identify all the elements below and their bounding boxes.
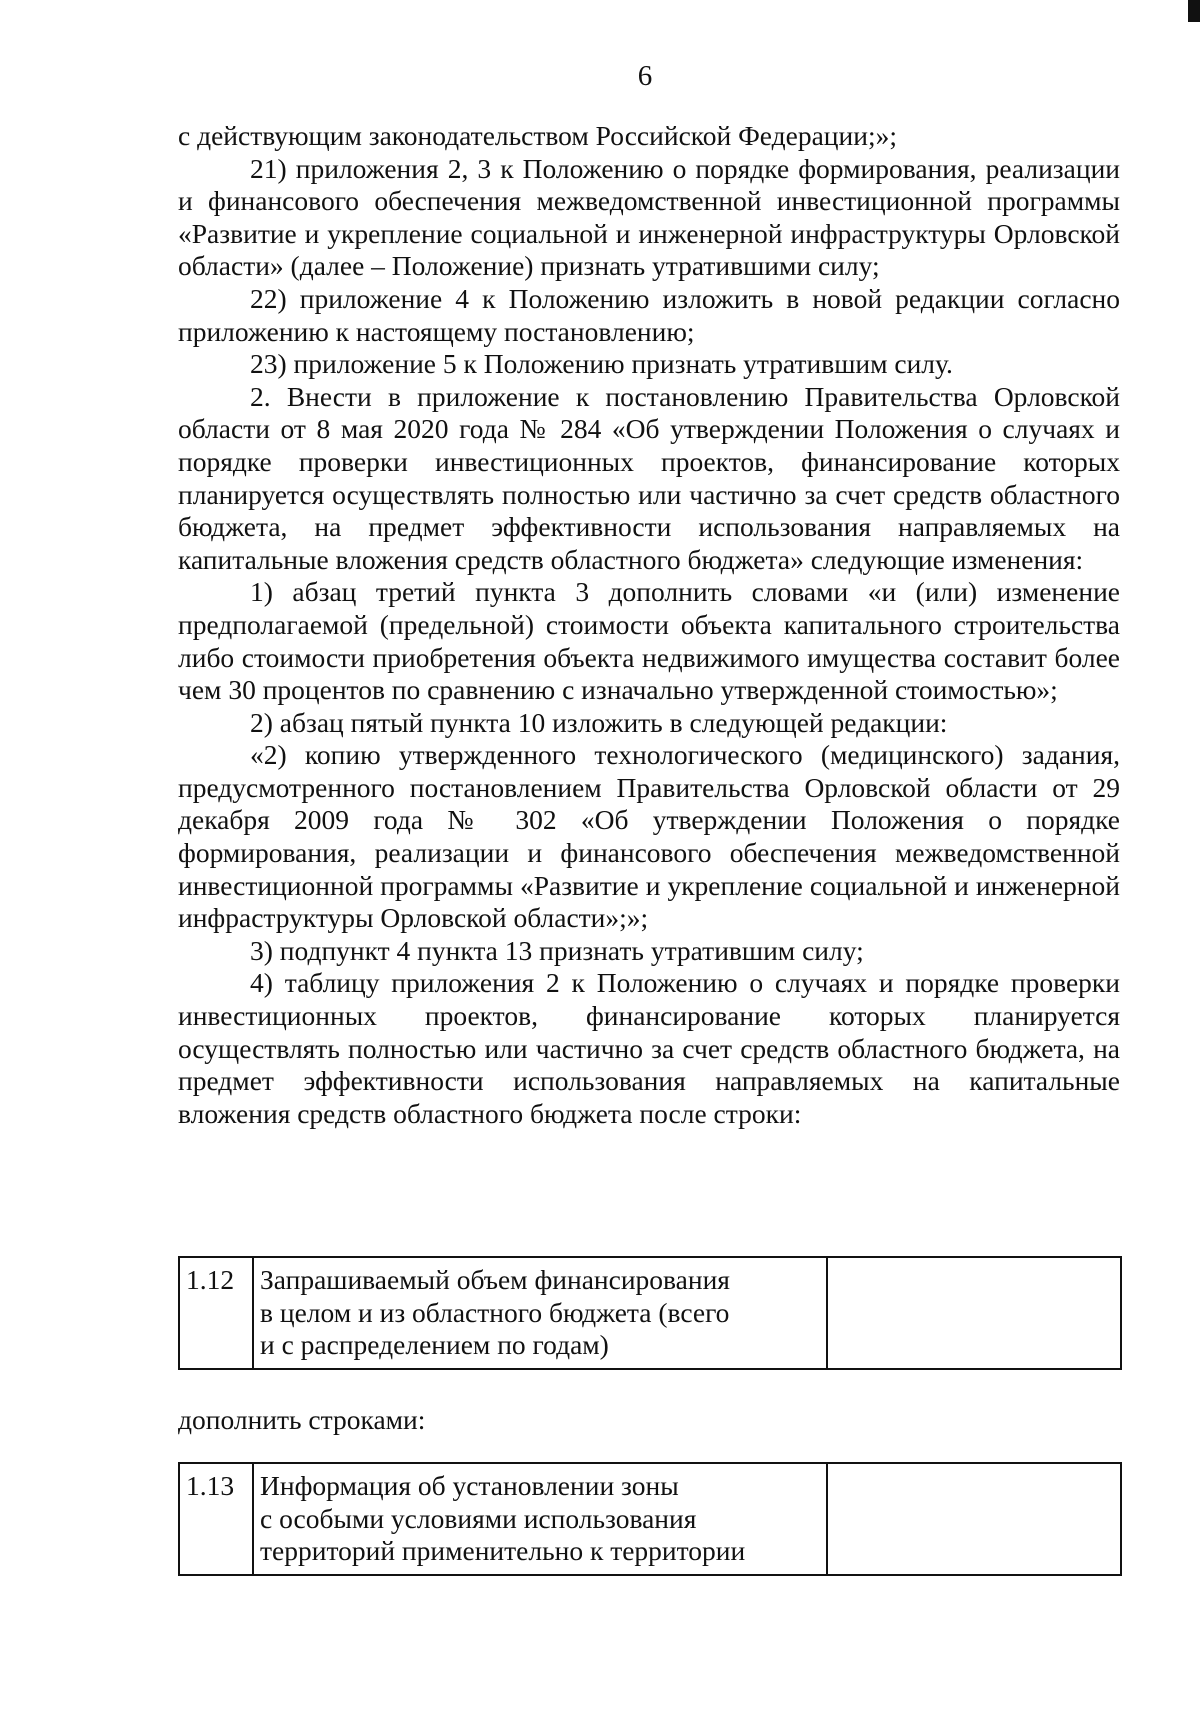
paragraph: 23) приложение 5 к Положению признать утратившим силу.: [250, 348, 953, 380]
table-row: [179, 1463, 1121, 1575]
row-number: 1.13: [179, 1463, 253, 1575]
paragraph: 21) приложения 2, 3 к Положению о порядке формирования, реализации и финансового обеспечения межведомственной инвестиционной программы «Развитие и укрепление социальной и инженерной инфраструктуры Орловской области» (далее – Положение) признать утратившими силу;: [178, 152, 1120, 282]
paragraph: с действующим законодательством Российской Федерации;»;: [178, 120, 897, 151]
paragraph: 2) абзац пятый пункта 10 изложить в следующей редакции:: [250, 706, 948, 738]
row-value: [827, 1257, 1121, 1369]
supplement-label: дополнить строками:: [178, 1404, 426, 1435]
row-description-line: в целом и из областного бюджета (всего: [260, 1296, 730, 1328]
paragraph: 3) подпункт 4 пункта 13 признать утратившим силу;: [250, 934, 864, 966]
page-number: 6: [637, 60, 653, 92]
row-description-line: Запрашиваемый объем финансирования: [260, 1264, 730, 1295]
paragraph: 2. Внести в приложение к постановлению Правительства Орловской области от 8 мая 2020 года № 284 «Об утверждении Положения о случаях и порядке проверки инвестиционных проектов, финансирование которых планируется осуществлять полностью или частично за счет средств областного бюджета, на предмет эффективности использования направляемых на капитальные вложения средств областного бюджета» следующие изменения:: [178, 380, 1120, 575]
table-new-row: [178, 1462, 1122, 1576]
paragraph: 4) таблицу приложения 2 к Положению о случаях и порядке проверки инвестиционных проектов, финансирование которых планируется осуществлять полностью или частично за счет средств областного бюджета, на предмет эффективности использования направляемых на капитальные вложения средств областного бюджета после строки:: [178, 967, 1120, 1129]
paragraph: 1) абзац третий пункта 3 дополнить словами «и (или) изменение предполагаемой (предельной) стоимости объекта капитального строительства либо стоимости приобретения объекта недвижимого имущества составит более чем 30 процентов по сравнению с изначально утвержденной стоимостью»;: [178, 576, 1120, 706]
row-description-line: и с распределением по годам): [260, 1329, 609, 1361]
row-description-line: Информация об установлении зоны: [260, 1470, 679, 1501]
row-description-line: с особыми условиями использования: [260, 1502, 697, 1534]
paragraph: 22) приложение 4 к Положению изложить в новой редакции согласно приложению к настоящему постановлению;: [178, 282, 1120, 347]
row-description: [253, 1463, 827, 1575]
row-description: [253, 1257, 827, 1369]
row-description-line: территорий применительно к территории: [260, 1535, 746, 1567]
row-number: 1.12: [179, 1257, 253, 1369]
paragraph: «2) копию утвержденного технологического (медицинского) задания, предусмотренного постановлением Правительства Орловской области от 29 декабря 2009 года № 302 «Об утверждении Положения о порядке формирования, реализации и финансового обеспечения межведомственной инвестиционной программы «Развитие и укрепление социальной и инженерной инфраструктуры Орловской области»;»;: [178, 739, 1120, 934]
table-row: [179, 1257, 1121, 1369]
scan-mark: [1188, 0, 1200, 22]
document-body: [178, 120, 1120, 1130]
table-existing-row: [178, 1256, 1122, 1370]
row-value: [827, 1463, 1121, 1575]
